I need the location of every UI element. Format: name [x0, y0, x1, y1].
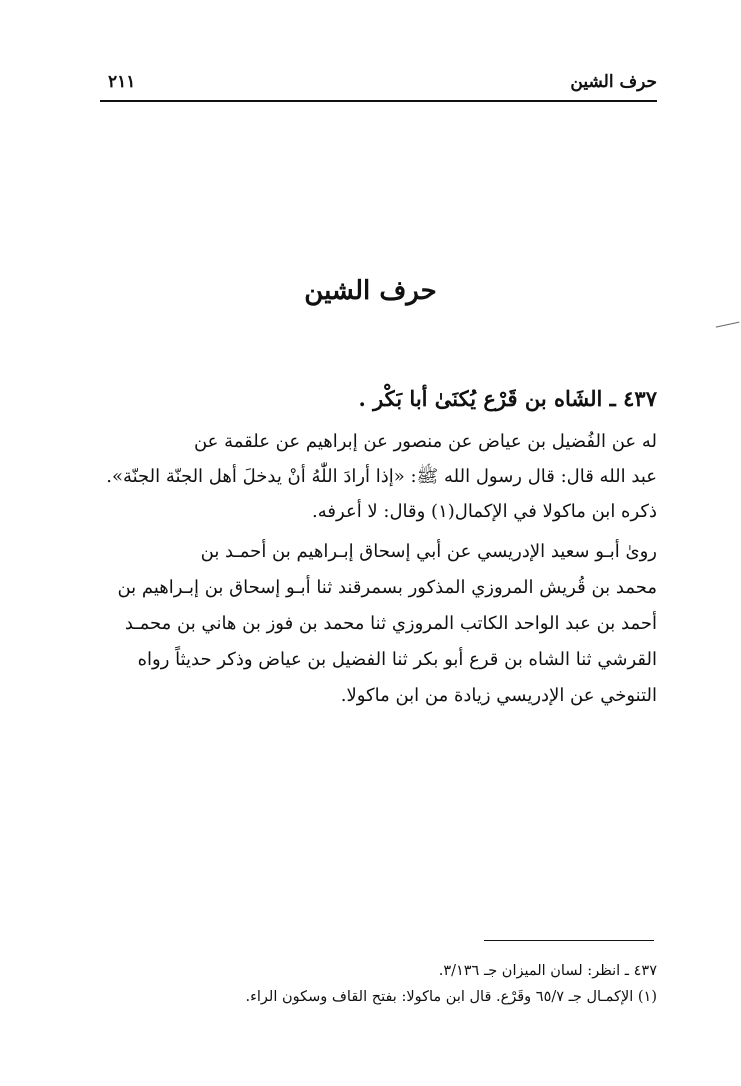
paragraph-line: له عن الفُضيل بن عياض عن منصور عن إبراهيم عن علقمة عن [193, 431, 657, 452]
footnote: (١) الإكمـال جـ ٦٥/٧ وقَرْع. قال ابن ماكولا: بفتح القاف وسكون الراء. [245, 989, 657, 1005]
page-number: ٢١١ [108, 72, 136, 92]
paragraph-line: عبد الله قال: قال رسول الله ﷺ: «إذا أرادَ اللّٰهُ أنْ يدخلَ أهل الجنّة الجنّة». [106, 466, 657, 487]
header-rule [100, 100, 657, 102]
entry-paragraph-1 [100, 424, 657, 529]
running-header [100, 66, 657, 102]
chapter-title: حرف الشين [304, 276, 437, 306]
entry-paragraph-2 [100, 534, 657, 714]
entry-heading: ٤٣٧ ـ الشَاه بن قَرْع يُكنَىٰ أبا بَكْر . [358, 386, 657, 411]
paragraph-line: القرشي ثنا الشاه بن قرع أبو بكر ثنا الفضيل بن عياض وذكر حديثاً رواه [137, 649, 657, 670]
footnote: ٤٣٧ ـ انظر: لسان الميزان جـ ٣/١٣٦. [438, 963, 657, 979]
paragraph-line: محمد بن قُريش المروزي المذكور بسمرقند ثنا أبـو إسحاق بن إبـراهيم بن [117, 577, 657, 598]
footnotes [100, 958, 657, 1010]
paragraph-line: أحمد بن عبد الواحد الكاتب المروزي ثنا محمد بن فوز بن هاني بن محمـد [124, 613, 657, 634]
footnote-rule [484, 940, 654, 941]
paragraph-line: ذكره ابن ماكولا في الإكمال(١) وقال: لا أعرفه. [312, 501, 657, 522]
paragraph-line: التنوخي عن الإدريسي زيادة من ابن ماكولا. [340, 685, 657, 706]
margin-mark [716, 322, 741, 342]
running-title: حرف الشين [570, 72, 657, 92]
paragraph-line: روىٰ أبـو سعيد الإدريسي عن أبي إسحاق إبـراهيم بن أحمـد بن [200, 541, 657, 562]
